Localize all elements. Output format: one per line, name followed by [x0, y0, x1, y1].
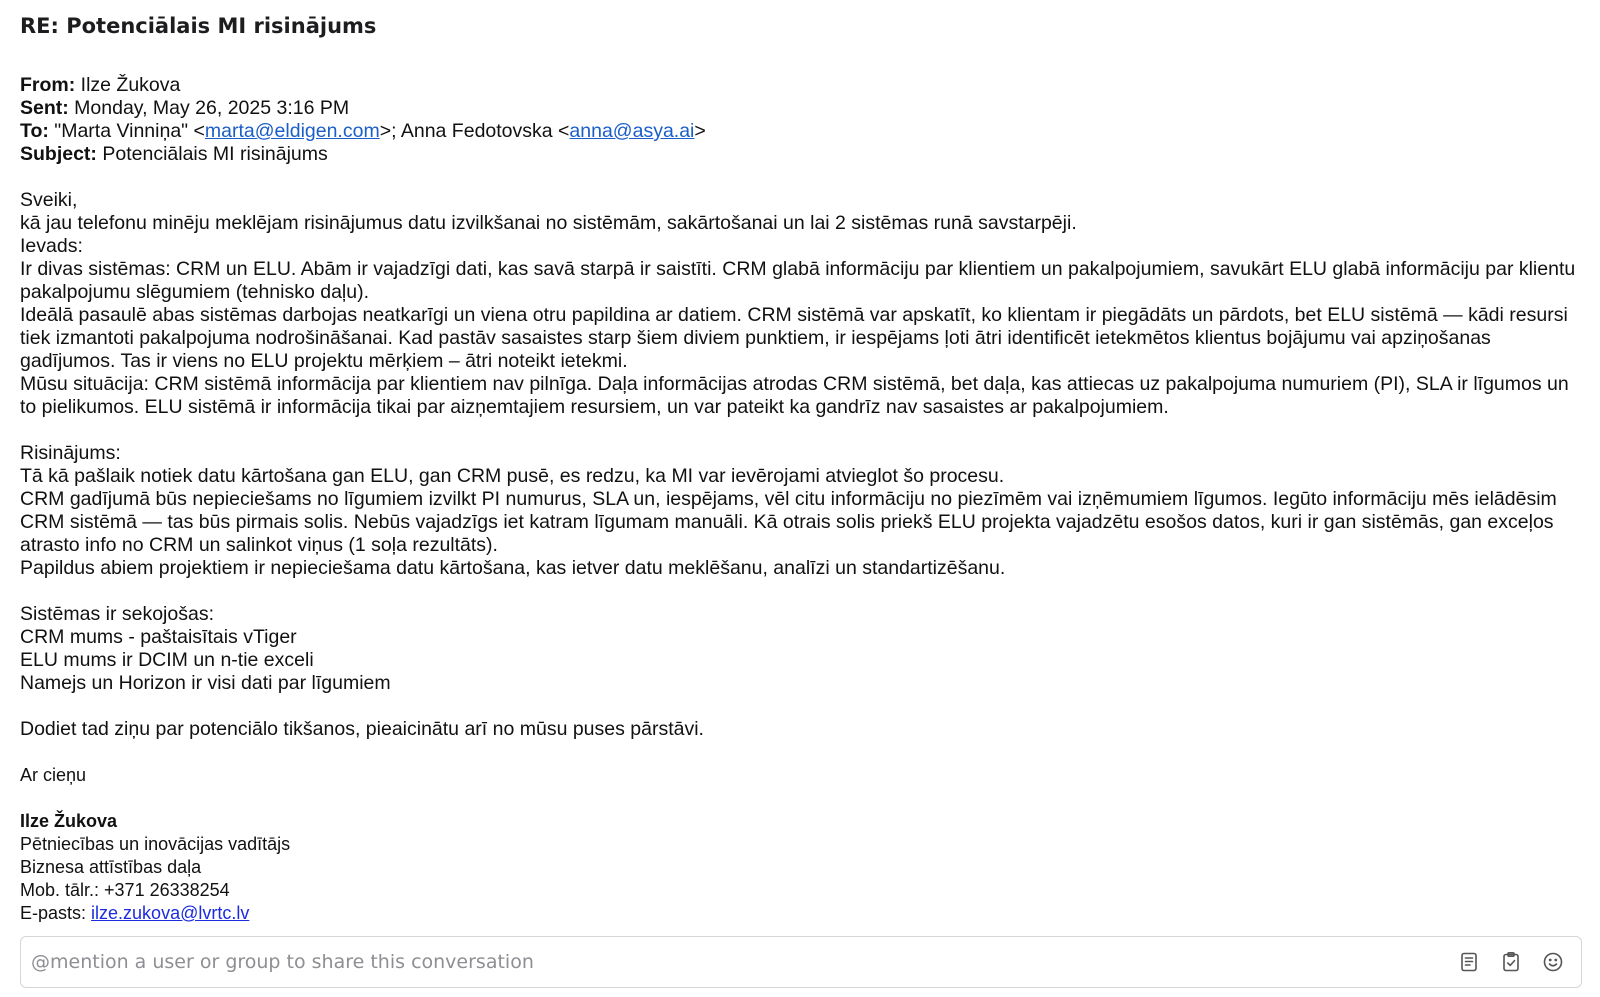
signature-name: Ilze Žukova: [20, 811, 118, 831]
paragraph: Mūsu situācija: CRM sistēmā informācija par klientiem nav pilnīga. Daļa informācijas atrodas CRM sistēmā, bet daļa, kas attiecas uz pakalpojuma numuriem (PI), SLA ir līgumos un to pielikumos. ELU sistēmā ir informācija tikai par aizņemtajiem resursiem, un var pateikt ka gandrīz nav sasaistes ar pakalpojumiem.: [20, 373, 1569, 418]
conversation-title: RE: Potenciālais MI risinājums: [20, 14, 377, 38]
header-subject: [20, 143, 1585, 166]
section-label: Risinājums:: [20, 442, 121, 464]
signature-role: Pētniecības un inovācijas vadītājs: [20, 834, 291, 854]
signature-regards: Ar cieņu: [20, 765, 87, 785]
sent-label: Sent:: [20, 97, 69, 119]
closing-line: Dodiet tad ziņu par potenciālo tikšanos, pieaicinātu arī no mūsu puses pārstāvi.: [20, 718, 704, 740]
section-label: Ievads:: [20, 235, 83, 257]
paragraph: Ir divas sistēmas: CRM un ELU. Abām ir vajadzīgi dati, kas savā starpā ir saistīti. CRM glabā informāciju par klientiem un pakalpojumiem, savukārt ELU glabā informāciju par klientu pakalpojumu slēgumiem (tehnisko daļu).: [20, 258, 1576, 303]
subject-label: Subject:: [20, 143, 97, 165]
system-item: ELU mums ir DCIM un n-tie exceli: [20, 649, 314, 671]
sent-value: Monday, May 26, 2025 3:16 PM: [68, 97, 350, 119]
recipient-email-link[interactable]: marta@eldigen.com: [204, 120, 380, 142]
notes-icon[interactable]: [1455, 948, 1483, 976]
signature-email-link[interactable]: ilze.zukova@lvrtc.lv: [91, 903, 250, 922]
mention-input[interactable]: [21, 937, 1455, 987]
header-sent: [20, 97, 1585, 120]
to-prefix: "Marta Vinniņa" <: [48, 120, 205, 142]
header-from: [20, 74, 1585, 97]
from-value: Ilze Žukova: [75, 74, 181, 96]
from-label: From:: [20, 74, 76, 96]
to-suffix: >: [694, 120, 706, 142]
paragraph: CRM gadījumā būs nepieciešams no līgumiem izvilkt PI numurus, SLA un, iespējams, vēl citu informāciju no piezīmēm vai izņēmumiem līgumos. Iegūto informāciju mēs ielādēsim CRM sistēmā — tas būs pirmais solis. Nebūs vajadzīgs iet katram līgumam manuāli. Kā otrais solis priekš ELU projekta vajadzētu esošos datos, kuri ir gan sistēmās, gan exceļos atrasto info no CRM un salinkot viņus (1 soļa rezultāts).: [20, 488, 1557, 556]
share-composer: [20, 936, 1582, 988]
greeting: Sveiki,: [20, 189, 78, 211]
signature-email-label: E-pasts:: [20, 903, 92, 922]
signature-phone: Mob. tālr.: +371 26338254: [20, 880, 230, 900]
signature-department: Biznesa attīstības daļa: [20, 857, 202, 877]
paragraph: Papildus abiem projektiem ir nepieciešama datu kārtošana, kas ietver datu meklēšanu, analīzi un standartizēšanu.: [20, 557, 1006, 579]
intro-line: kā jau telefonu minēju meklējam risinājumus datu izvilkšanai no sistēmām, sakārtošanai un lai 2 sistēmas runā savstarpēji.: [20, 212, 1077, 234]
task-icon[interactable]: [1497, 948, 1525, 976]
recipient-email-link[interactable]: anna@asya.ai: [569, 120, 695, 142]
subject-value: Potenciālais MI risinājums: [96, 143, 328, 165]
system-item: Namejs un Horizon ir visi dati par līgumiem: [20, 672, 391, 694]
emoji-icon[interactable]: [1539, 948, 1567, 976]
signature-email: [20, 902, 1585, 922]
system-item: CRM mums - paštaisītais vTiger: [20, 626, 297, 648]
paragraph: Ideālā pasaulē abas sistēmas darbojas neatkarīgi un viena otru papildina ar datiem. CRM sistēmā var apskatīt, ko klientam ir piegādāts un pārdots, bet ELU sistēmā — kādi resursi tiek izmantoti pakalpojuma nodrošināšanai. Kad pastāv sasaistes starp šiem diviem punktiem, ir iespējams ļoti ātri identificēt ietekmētos klientus bojājumu vai apziņošanas gadījumos. Tas ir viens no ELU projektu mērķiem – ātri noteikt ietekmi.: [20, 304, 1568, 372]
to-label: To:: [20, 120, 49, 142]
email-body: [20, 74, 1585, 922]
composer-tools: [1455, 948, 1581, 976]
to-middle: >; Anna Fedotovska <: [379, 120, 570, 142]
header-to: [20, 120, 1585, 143]
section-label: Sistēmas ir sekojošas:: [20, 603, 214, 625]
paragraph: Tā kā pašlaik notiek datu kārtošana gan ELU, gan CRM pusē, es redzu, ka MI var ievērojami atvieglot šo procesu.: [20, 465, 1005, 487]
